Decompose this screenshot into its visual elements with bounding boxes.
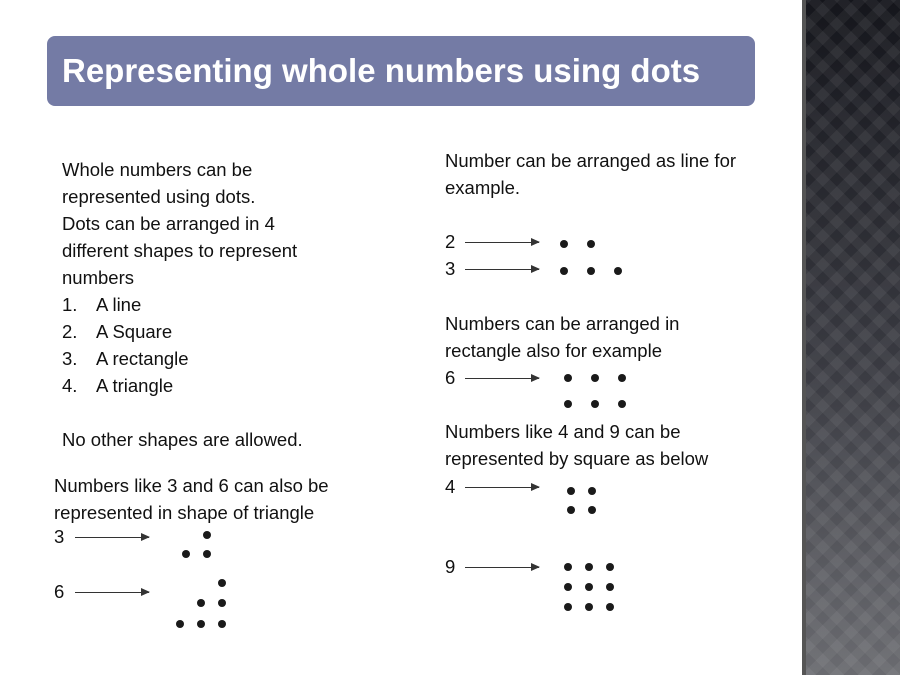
triangle-text	[54, 472, 329, 526]
text-line: rectangle also for example	[445, 340, 662, 361]
dot	[560, 267, 568, 275]
list-label: A line	[96, 294, 142, 315]
dot	[588, 506, 596, 514]
arrow-icon	[465, 567, 539, 568]
text-line: represented using dots.	[62, 186, 256, 207]
number-label: 9	[445, 556, 456, 577]
line-text	[445, 147, 736, 201]
dot	[567, 487, 575, 495]
dot	[585, 563, 593, 571]
dot	[606, 603, 614, 611]
dot	[218, 579, 226, 587]
text-line: represented by square as below	[445, 448, 709, 469]
list-number: 3.	[62, 348, 78, 369]
number-label: 3	[54, 526, 65, 547]
dot	[176, 620, 184, 628]
list-number: 4.	[62, 375, 78, 396]
arrow-icon	[465, 242, 539, 243]
text-line: Dots can be arranged in 4	[62, 213, 275, 234]
number-label: 6	[445, 367, 456, 388]
dot	[564, 603, 572, 611]
dot	[606, 563, 614, 571]
text-line: Number can be arranged as line for	[445, 150, 737, 171]
slide-title: Representing whole numbers using dots	[47, 36, 755, 106]
list-number: 2.	[62, 321, 78, 342]
arrow-icon	[465, 487, 539, 488]
number-label: 4	[445, 476, 456, 497]
square-text	[445, 418, 708, 472]
list-number: 1.	[62, 294, 78, 315]
list-item	[62, 372, 303, 399]
text-line: Whole numbers can be	[62, 159, 253, 180]
text-line: numbers	[62, 267, 134, 288]
list-item	[62, 345, 303, 372]
number-label: 2	[445, 231, 456, 252]
list-item	[62, 318, 303, 345]
list-label: A triangle	[96, 375, 174, 396]
text-line: different shapes to represent	[62, 240, 298, 261]
dot	[585, 603, 593, 611]
dot	[618, 374, 626, 382]
dot	[203, 531, 211, 539]
list-label: A Square	[96, 321, 173, 342]
dot	[587, 240, 595, 248]
text-line: represented in shape of triangle	[54, 502, 315, 523]
number-label: 6	[54, 581, 65, 602]
list-label: A rectangle	[96, 348, 189, 369]
dot	[197, 599, 205, 607]
dot	[564, 563, 572, 571]
arrow-icon	[465, 378, 539, 379]
dot	[587, 267, 595, 275]
dot	[618, 400, 626, 408]
text-line: Numbers like 3 and 6 can also be	[54, 475, 329, 496]
dot	[614, 267, 622, 275]
dot	[182, 550, 190, 558]
arrow-icon	[75, 592, 149, 593]
dot	[591, 374, 599, 382]
dot	[197, 620, 205, 628]
dot	[203, 550, 211, 558]
dot	[564, 374, 572, 382]
dot	[585, 583, 593, 591]
dot	[218, 599, 226, 607]
dot	[218, 620, 226, 628]
dot	[588, 487, 596, 495]
note-text: No other shapes are allowed.	[62, 429, 303, 450]
dot	[567, 506, 575, 514]
intro-text	[62, 156, 303, 453]
number-label: 3	[445, 258, 456, 279]
text-line: Numbers like 4 and 9 can be	[445, 421, 681, 442]
dot	[606, 583, 614, 591]
decorative-side-strip	[802, 0, 900, 675]
shape-list	[62, 291, 303, 399]
dot	[564, 400, 572, 408]
rect-text	[445, 310, 679, 364]
dot	[564, 583, 572, 591]
text-line: Numbers can be arranged in	[445, 313, 680, 334]
dot	[591, 400, 599, 408]
arrow-icon	[465, 269, 539, 270]
arrow-icon	[75, 537, 149, 538]
dot	[560, 240, 568, 248]
text-line: example.	[445, 177, 521, 198]
list-item	[62, 291, 303, 318]
